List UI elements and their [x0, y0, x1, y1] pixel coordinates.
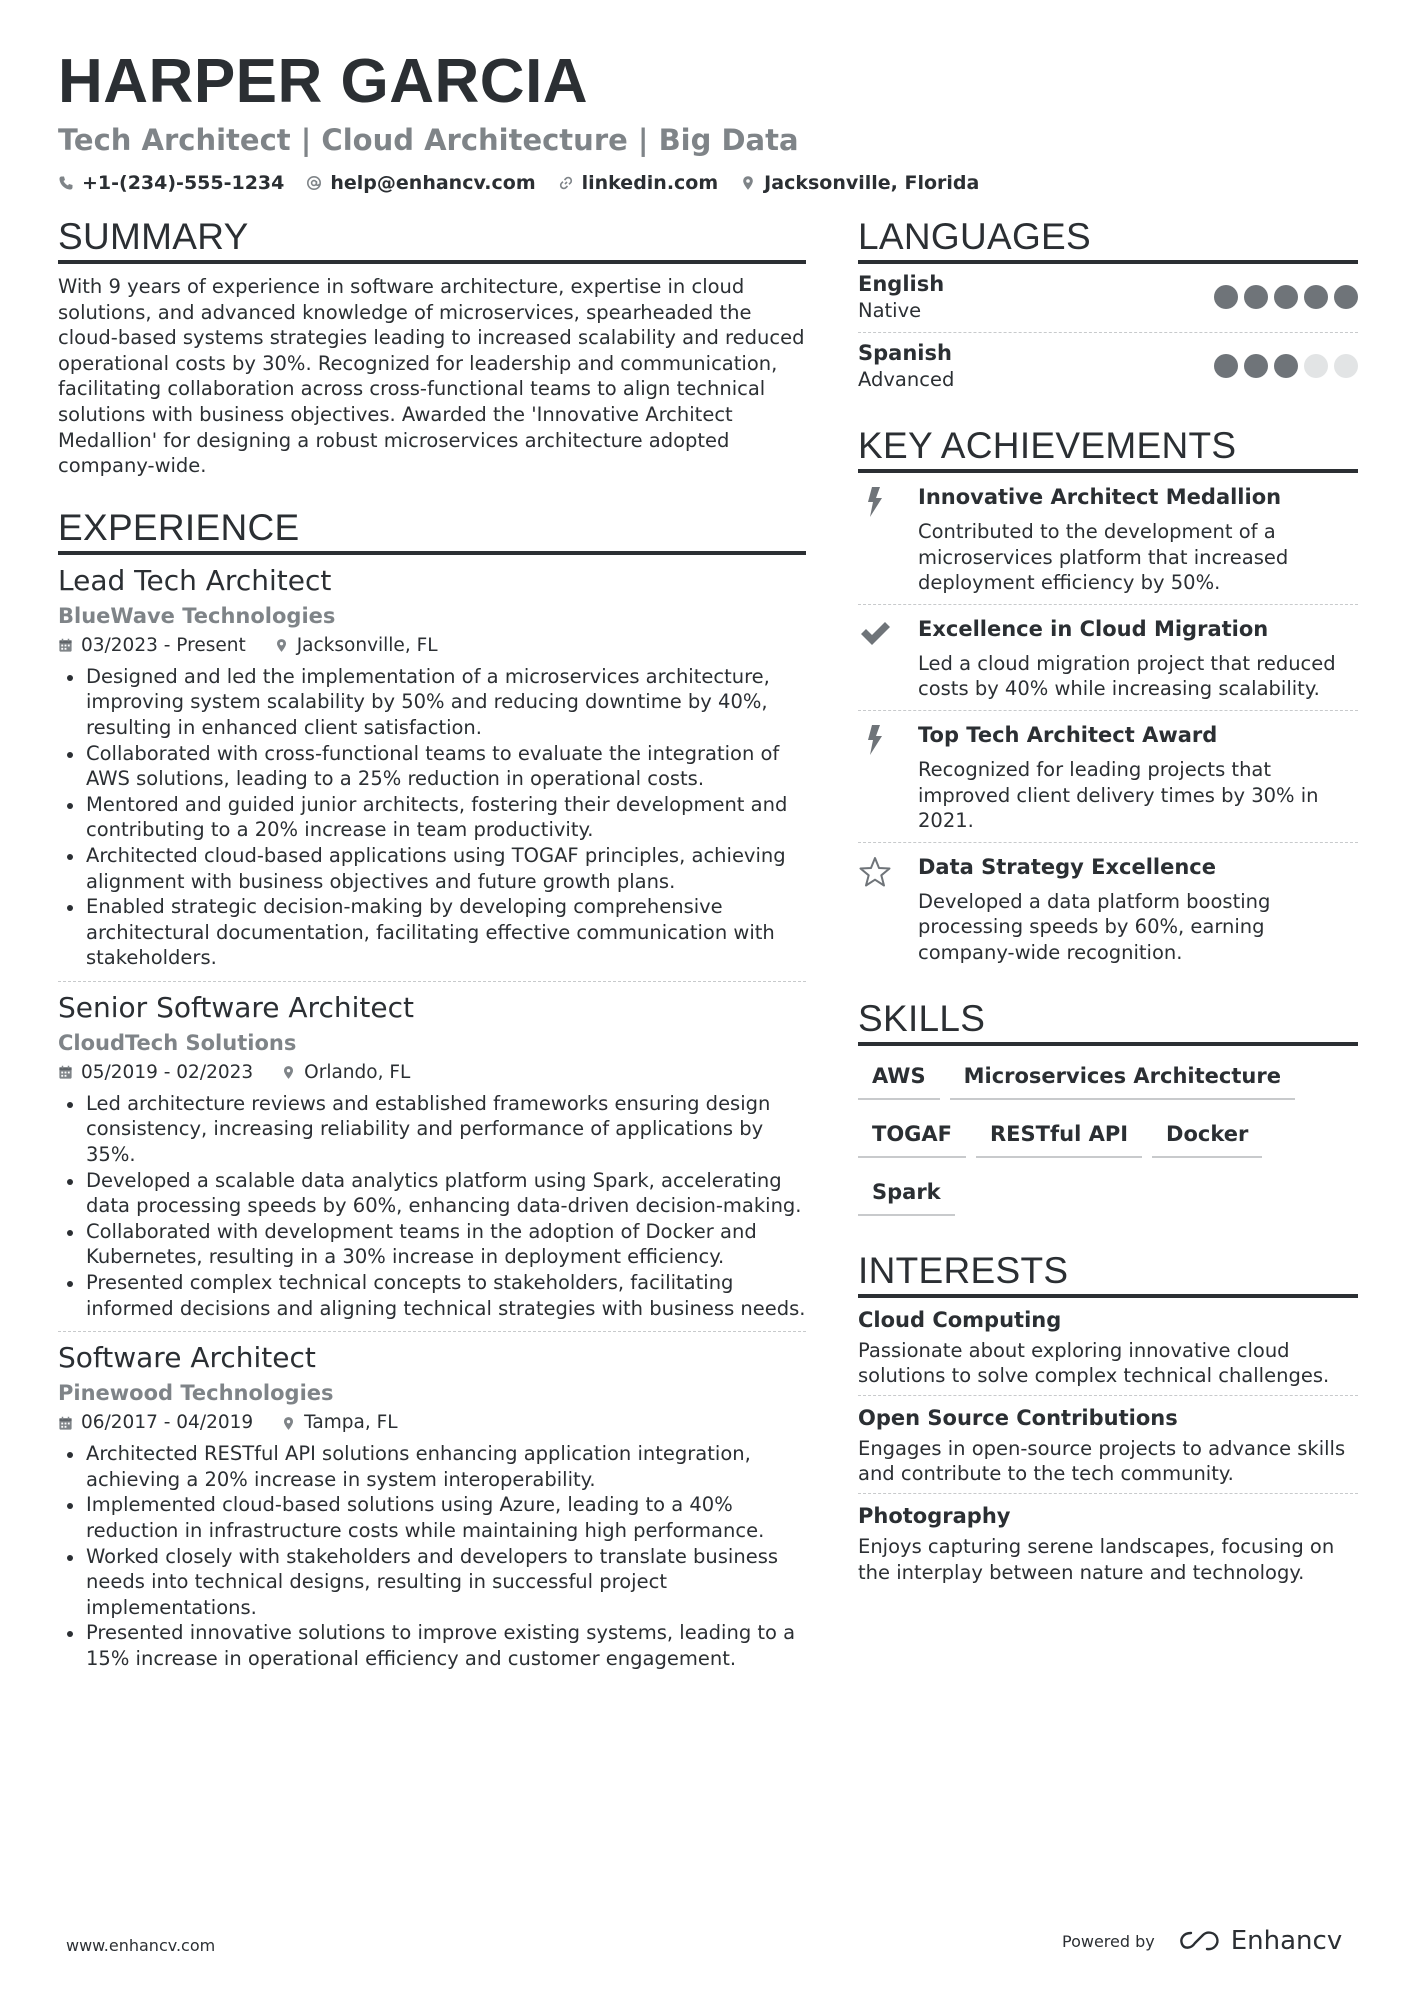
- job-meta: [58, 634, 806, 658]
- job-bullet: Collaborated with development teams in the adoption of Docker and Kubernetes, resulting in a 30% increase in deployment efficiency.: [58, 1219, 806, 1270]
- rating-dot-filled: [1274, 285, 1298, 309]
- job-bullet: Developed a scalable data analytics platform using Spark, accelerating data processing speeds by 60%, enhancing data-driven decision-making.: [58, 1168, 806, 1219]
- section-title-skills: SKILLS: [858, 996, 1358, 1046]
- achievement-title: Top Tech Architect Award: [918, 722, 1218, 747]
- language-item: [858, 333, 1358, 401]
- rating-dot-filled: [1334, 285, 1358, 309]
- skill-tag: AWS: [858, 1052, 940, 1100]
- section-title-summary: SUMMARY: [58, 214, 806, 264]
- language-item: [858, 264, 1358, 333]
- achievement-desc: Led a cloud migration project that reduced costs by 40% while increasing scalability.: [918, 651, 1336, 701]
- achievement-title: Innovative Architect Medallion: [918, 485, 1282, 509]
- job-location: [281, 1061, 410, 1085]
- language-rating: [1214, 354, 1358, 378]
- job-entry: [58, 1332, 806, 1681]
- interest-desc: Enjoys capturing serene landscapes, focusing on the interplay between nature and technology.: [858, 1534, 1335, 1584]
- job-title: Senior Software Architect: [58, 990, 414, 1024]
- job-bullets: [58, 1441, 806, 1671]
- job-bullet: Architected RESTful API solutions enhancing application integration, achieving a 20% increase in system interoperability.: [58, 1441, 806, 1492]
- job-location-text: Jacksonville, FL: [296, 634, 438, 656]
- interest-title: Open Source Contributions: [858, 1405, 1178, 1430]
- achievement-item: [858, 473, 1358, 605]
- left-column: [58, 214, 806, 1704]
- contact-email-text: help@enhancv.com: [330, 172, 536, 194]
- rating-dot-filled: [1304, 285, 1328, 309]
- calendar-icon: [58, 638, 73, 653]
- enhancv-logo[interactable]: [1177, 1926, 1342, 1956]
- job-bullet: Designed and led the implementation of a microservices architecture, improving system scalability by 50% and reducing downtime by 40%, resulting in enhanced client satisfaction.: [58, 664, 806, 741]
- job-location-text: Orlando, FL: [304, 1061, 411, 1083]
- interest-title: Photography: [858, 1503, 1011, 1528]
- location-pin-icon: [281, 1416, 296, 1431]
- enhancv-brand-text: Enhancv: [1230, 1926, 1343, 1956]
- job-title: Lead Tech Architect: [58, 563, 332, 597]
- right-column: [858, 214, 1358, 1613]
- achievement-title: Data Strategy Excellence: [918, 854, 1216, 879]
- job-company: Pinewood Technologies: [58, 1381, 334, 1406]
- job-dates: [58, 634, 246, 658]
- footer-branding: [1062, 1926, 1342, 1956]
- skill-tag: Docker: [1152, 1110, 1262, 1158]
- candidate-tagline: Tech Architect | Cloud Architecture | Big Data: [58, 123, 799, 157]
- section-title-interests: INTERESTS: [858, 1248, 1358, 1298]
- experience-section: [58, 505, 806, 1682]
- job-bullet: Led architecture reviews and established frameworks ensuring design consistency, increasing reliability and performance of applications by 35%.: [58, 1091, 806, 1168]
- footer-website[interactable]: www.enhancv.com: [66, 1936, 216, 1955]
- job-bullet: Mentored and guided junior architects, fostering their development and contributing to a 20% increase in team productivity.: [58, 792, 806, 843]
- job-bullet: Enabled strategic decision-making by developing comprehensive architectural documentation, facilitating effective communication with stakeholders.: [58, 894, 806, 971]
- language-name: Spanish: [858, 341, 952, 365]
- job-dates: [58, 1411, 253, 1435]
- rating-dot-filled: [1274, 354, 1298, 378]
- location-pin-icon: [740, 175, 756, 191]
- contact-phone[interactable]: [58, 172, 284, 194]
- contact-location-text: Jacksonville, Florida: [764, 172, 980, 194]
- at-icon: [306, 175, 322, 191]
- job-location: [274, 634, 438, 658]
- achievement-item: [858, 711, 1358, 843]
- location-pin-icon: [281, 1065, 296, 1080]
- rating-dot-empty: [1334, 354, 1358, 378]
- lightning-icon: [858, 723, 892, 757]
- job-bullet: Implemented cloud-based solutions using Azure, leading to a 40% reduction in infrastructure costs while maintaining high performance.: [58, 1492, 806, 1543]
- job-dates: [58, 1061, 253, 1085]
- enhancv-logo-icon: [1177, 1929, 1221, 1953]
- interest-item: [858, 1298, 1358, 1396]
- languages-section: [858, 214, 1358, 401]
- section-title-experience: EXPERIENCE: [58, 505, 806, 555]
- job-bullet: Presented complex technical concepts to stakeholders, facilitating informed decisions and aligning technical strategies with business needs.: [58, 1270, 806, 1321]
- interest-desc: Passionate about exploring innovative cloud solutions to solve complex technical challenges.: [858, 1338, 1330, 1388]
- job-dates-text: 03/2023 - Present: [81, 634, 246, 656]
- job-dates-text: 06/2017 - 04/2019: [81, 1412, 254, 1434]
- language-name: English: [858, 272, 945, 296]
- language-rating: [1214, 285, 1358, 309]
- contact-linkedin[interactable]: [558, 172, 719, 194]
- job-bullet: Worked closely with stakeholders and developers to translate business needs into technical designs, resulting in successful project implementations.: [58, 1544, 806, 1621]
- job-entry: [58, 555, 806, 982]
- job-dates-text: 05/2019 - 02/2023: [81, 1061, 254, 1083]
- rating-dot-filled: [1244, 285, 1268, 309]
- rating-dot-empty: [1304, 354, 1328, 378]
- powered-by-label: Powered by: [1062, 1931, 1155, 1951]
- location-pin-icon: [274, 638, 289, 653]
- contact-linkedin-text: linkedin.com: [581, 172, 719, 194]
- summary-text: With 9 years of experience in software architecture, expertise in cloud solutions, and advanced knowledge of microservices, spearheaded the cloud-based systems strategies leading to increased scalability and reduced operational costs by 30%. Recognized for leadership and communication, facilitating collaboration across cross-functional teams to align technical solutions with business objectives. Awarded the 'Innovative Architect Medallion' for designing a robust microservices architecture adopted company-wide.: [58, 275, 805, 478]
- achievements-section: [858, 423, 1358, 974]
- summary-section: [58, 214, 806, 479]
- interest-item: [858, 1396, 1358, 1494]
- contact-email[interactable]: [306, 172, 535, 194]
- achievement-item: [858, 843, 1358, 974]
- contact-location: [740, 172, 979, 194]
- phone-icon: [58, 175, 74, 191]
- job-bullets: [58, 664, 806, 971]
- achievement-desc: Recognized for leading projects that improved client delivery times by 30% in 2021.: [918, 757, 1319, 833]
- language-level: Native: [858, 299, 922, 322]
- checkmark-icon: [858, 617, 892, 651]
- lightning-icon: [858, 485, 892, 519]
- calendar-icon: [58, 1065, 73, 1080]
- interest-desc: Engages in open-source projects to advance skills and contribute to the tech community.: [858, 1436, 1346, 1486]
- interest-item: [858, 1494, 1358, 1591]
- calendar-icon: [58, 1416, 73, 1431]
- job-title: Software Architect: [58, 1341, 316, 1375]
- contact-bar: [58, 172, 1358, 194]
- skills-list: [858, 1052, 1358, 1226]
- resume-header: [58, 46, 1358, 194]
- achievement-desc: Developed a data platform boosting processing speeds by 60%, earning company-wide recognition.: [918, 889, 1271, 964]
- interest-title: Cloud Computing: [858, 1307, 1062, 1332]
- job-company: CloudTech Solutions: [58, 1030, 297, 1055]
- job-company: BlueWave Technologies: [58, 603, 336, 628]
- job-bullets: [58, 1091, 806, 1321]
- job-bullet: Architected cloud-based applications using TOGAF principles, achieving alignment with business objectives and future growth plans.: [58, 843, 806, 894]
- skills-section: [858, 996, 1358, 1226]
- job-location: [281, 1411, 397, 1435]
- job-bullet: Presented innovative solutions to improve existing systems, leading to a 15% increase in operational efficiency and customer engagement.: [58, 1620, 806, 1671]
- link-icon: [558, 175, 574, 191]
- job-meta: [58, 1411, 806, 1435]
- job-location-text: Tampa, FL: [304, 1412, 398, 1434]
- job-meta: [58, 1061, 806, 1085]
- skill-tag: Spark: [858, 1168, 955, 1216]
- section-title-achievements: KEY ACHIEVEMENTS: [858, 423, 1358, 473]
- language-level: Advanced: [858, 368, 955, 391]
- achievement-desc: Contributed to the development of a microservices platform that increased deployment efficiency by 50%.: [918, 520, 1289, 595]
- rating-dot-filled: [1214, 354, 1238, 378]
- interests-section: [858, 1248, 1358, 1592]
- section-title-languages: LANGUAGES: [858, 214, 1358, 264]
- job-entry: [58, 982, 806, 1332]
- skill-tag: Microservices Architecture: [950, 1052, 1295, 1100]
- rating-dot-filled: [1244, 354, 1268, 378]
- skill-tag: RESTful API: [976, 1110, 1142, 1158]
- candidate-name: HARPER GARCIA: [58, 47, 589, 116]
- star-icon: [858, 855, 892, 889]
- achievement-item: [858, 605, 1358, 711]
- rating-dot-filled: [1214, 285, 1238, 309]
- skill-tag: TOGAF: [858, 1110, 966, 1158]
- job-bullet: Collaborated with cross-functional teams to evaluate the integration of AWS solutions, leading to a 25% reduction in operational costs.: [58, 741, 806, 792]
- contact-phone-text: +1-(234)-555-1234: [82, 172, 285, 194]
- achievement-title: Excellence in Cloud Migration: [918, 616, 1269, 641]
